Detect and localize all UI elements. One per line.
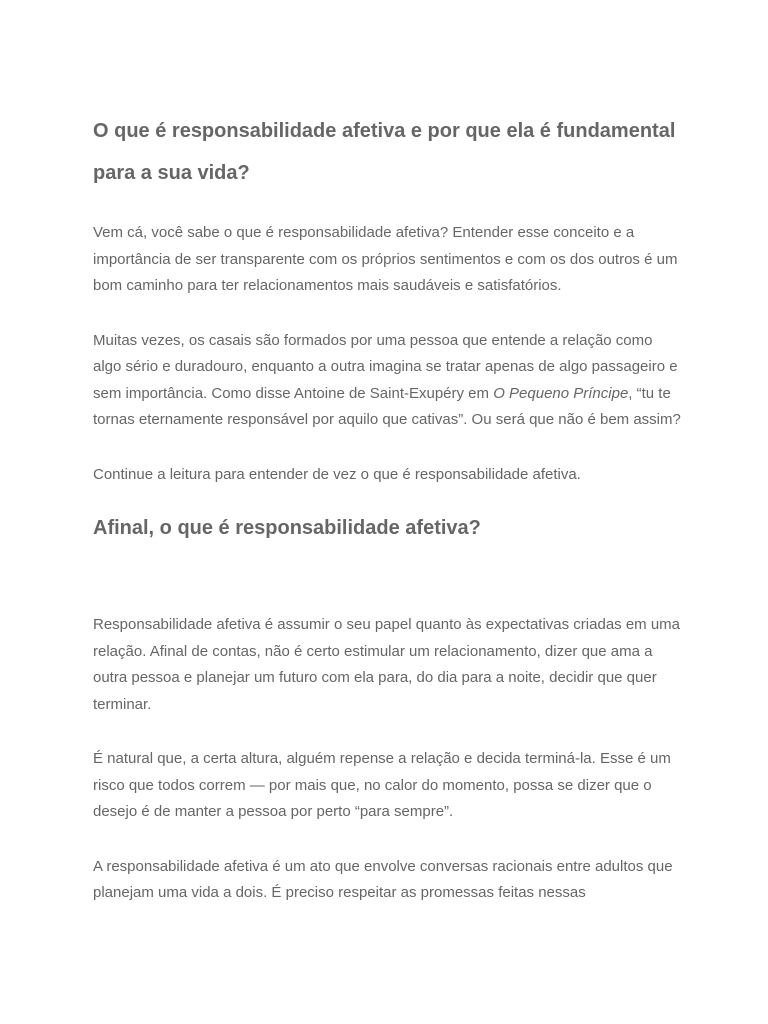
section-paragraph-2: É natural que, a certa altura, alguém repense a relação e decida terminá-la. Esse é um risco que todos correm — por mais que, no calor do momento, possa se dizer que o desejo é de manter a pessoa por perto “para sempre”. (93, 750, 671, 820)
intro-paragraph-3: Continue a leitura para entender de vez o que é responsabilidade afetiva. (93, 465, 581, 483)
article-title: O que é responsabilidade afetiva e por que ela é fundamental para a sua vida? (93, 120, 676, 184)
intro-paragraph-2-text-after: , “tu te tornas eternamente responsável por aquilo que cativas”. Ou será que não é bem assim? (93, 384, 681, 428)
intro-paragraph-2 (93, 328, 683, 434)
section-paragraph-3: A responsabilidade afetiva é um ato que envolve conversas racionais entre adultos que planejam uma vida a dois. É preciso respeitar as promessas feitas nessas (93, 857, 673, 901)
section-paragraph-1: Responsabilidade afetiva é assumir o seu papel quanto às expectativas criadas em uma relação. Afinal de contas, não é certo estimular um relacionamento, dizer que ama a outra pessoa e planejar um futuro com ela para, do dia para a noite, decidir que quer terminar. (93, 616, 681, 713)
section-heading: Afinal, o que é responsabilidade afetiva? (93, 517, 481, 539)
article (93, 110, 683, 907)
intro-paragraph-2-text-before: Muitas vezes, os casais são formados por uma pessoa que entende a relação como algo sério e duradouro, enquanto a outra imagina se tratar apenas de algo passageiro e sem importância. Como disse Antoine de Saint-Exupéry em (93, 331, 678, 402)
intro-paragraph-1: Vem cá, você sabe o que é responsabilidade afetiva? Entender esse conceito e a importância de ser transparente com os próprios sentimentos e com os dos outros é um bom caminho para ter relacionamentos mais saudáveis e satisfatórios. (93, 224, 678, 294)
book-title: O Pequeno Príncipe (493, 384, 629, 402)
